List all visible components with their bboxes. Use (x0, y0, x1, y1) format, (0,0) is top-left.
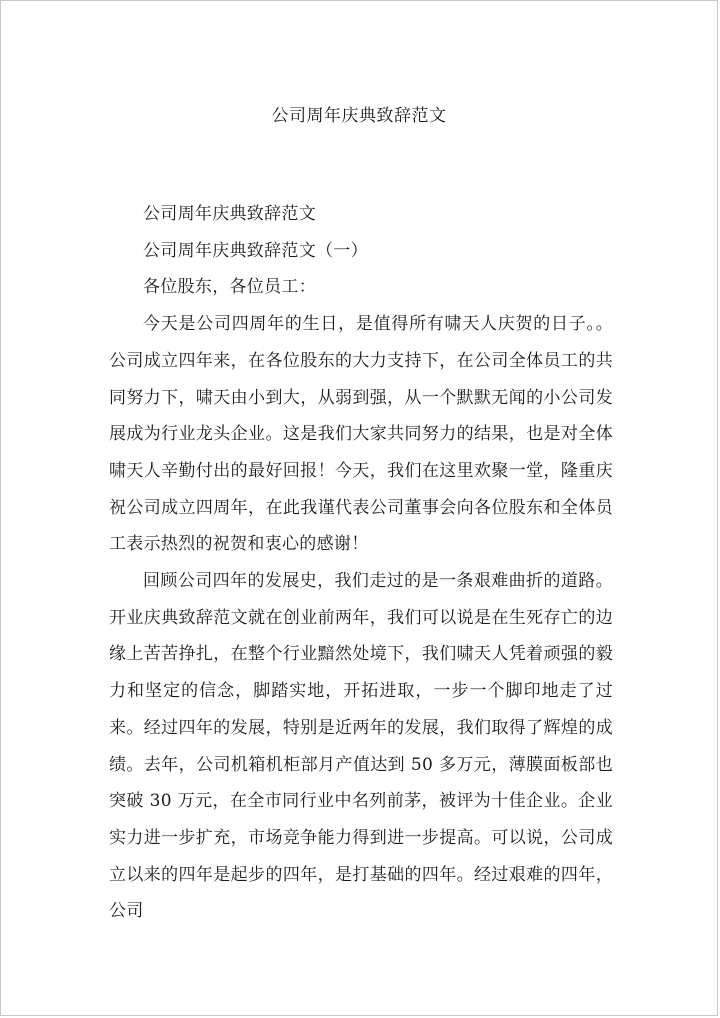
paragraph-history: 回顾公司四年的发展史，我们走过的是一条艰难曲折的道路。开业庆典致辞范文就在创业前两年，我们可以说是在生死存亡的边缘上苦苦挣扎，在整个行业黯然处境下，我们啸天人凭着顽强的毅力和坚定的信念，脚踏实地，开拓进取，一步一个脚印地走了过来。经过四年的发展，特别是近两年的发展，我们取得了辉煌的成绩。去年，公司机箱机柜部月产值达到 50 多万元，薄膜面板部也突破 30 万元，在全市同行业中名列前茅，被评为十佳企业。企业实力进一步扩充，市场竞争能力得到进一步提高。可以说，公司成立以来的四年是起步的四年，是打基础的四年。经过艰难的四年，公司 (109, 571, 613, 922)
paragraph-opening: 今天是公司四周年的生日，是值得所有啸天人庆贺的日子。。公司成立四年来，在各位股东的大力支持下，在公司全体员工的共同努力下，啸天由小到大，从弱到强，从一个默默无闻的小公司发展成为行业龙头企业。这是我们大家共同努力的结果，也是对全体啸天人辛勤付出的最好回报！今天，我们在这里欢聚一堂，隆重庆祝公司成立四周年，在此我谨代表公司董事会向各位股东和全体员工表示热烈的祝贺和衷心的感谢！ (109, 314, 613, 555)
paragraph-salutation: 各位股东，各位员工： (143, 277, 316, 298)
paragraph-heading: 公司周年庆典致辞范文 (143, 204, 316, 224)
document-title: 公司周年庆典致辞范文 (271, 106, 447, 126)
paragraph-subheading: 公司周年庆典致辞范文（一） (143, 240, 368, 261)
document-body (109, 196, 613, 930)
